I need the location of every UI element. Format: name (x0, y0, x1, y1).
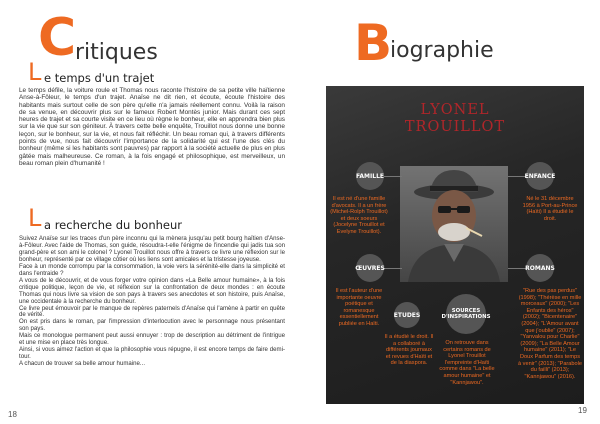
oeuvres-label-text: ŒUVRES (355, 264, 385, 272)
title-initial-b: B (354, 14, 393, 72)
section2-paragraph: Mais ce monologue permanent peut aussi ennuyer : trop de description au détriment de l'intrigue et une mise en place très longue. (19, 332, 285, 347)
sources-label (441, 294, 491, 334)
page-number-right: 19 (578, 406, 587, 415)
enfance-label-text: ENFANCE (524, 172, 556, 180)
section2-paragraph: Ce livre peut émouvoir par le manque de repères paternels d'Anaïse qui l'amène à partir en quête de vérité. (19, 304, 285, 319)
section1-heading: e temps d'un trajet (44, 71, 155, 85)
biography-poster (326, 86, 584, 404)
enfance-info (522, 196, 578, 222)
section2-paragraph: A chacun de trouver sa belle amour humaine... (19, 360, 146, 368)
section2-paragraph: Face à un monde corrompu par la consommation, la voie vers la sérénité-elle dans la simplicité et dans l'entraide ? (19, 262, 285, 277)
oeuvres-info (330, 288, 388, 328)
section1-paragraph: Le temps défile, la voiture roule et Thomas nous raconte l'histoire de sa petite ville haïtienne Anse-à-Fôleur, le temps d'un trajet. Anaïse ne dit rien, et écoute, écoute l'histoire des habitants mais surtout celle de son père qu'elle n'a jamais réellement connu. Voilà la raison de sa venue, en découvrir plus sur le fameux Robert Montès junior. Mais durant ces sept heures de trajet et sa courte visite en ce lieu où règne le bonheur, elle en apprendra bien plus sur la vie que sur son géniteur. À travers cette belle enquête, Trouillot nous donne une bonne leçon, sur le bonheur, sur la vie, et nous fait réfléchir. Un beau roman qui, à travers différents points de vue, nous fait découvrir l'importance de la solidarité qui est l'une des clés du bonheur (même si les habitants sont pauvres) par rapport à la société actuelle de plus en plus gâtée mais malheureuse. Ce roman, à la fois engagé et philosophique, est merveilleux, un beau roman plein d'humanité ! (19, 87, 285, 167)
sources-info (436, 340, 498, 386)
author-portrait-image (400, 166, 508, 282)
author-portrait (400, 166, 508, 282)
oeuvres-label (356, 254, 384, 282)
poster-name-last: TROUILLOT (404, 119, 506, 135)
critiques-title: ritiques (75, 40, 158, 65)
romans-label-text: ROMANS (525, 264, 555, 272)
famille-label-text: FAMILLE (356, 172, 385, 180)
section2-paragraph: Suivez Anaïse sur les traces d'un père inconnu qui la mènera jusqu'au petit bourg haïtien d'Anse-à-Fôleur. Avec l'aide de Thomas, son guide, résoudra-t-elle l'énigme de l'incendie qui jadis tua son grand-père et son ami le colonel ? Lyonel Trouillot nous offre à travers ce livre une réflexion sur le bonheur, représenté par ce village côtier où les liens sont amicales et la tristesse joyeuse. (19, 235, 285, 263)
enfance-label (526, 162, 554, 190)
section2-paragraph: On est pris dans le roman, par l'impression d'interlocution avec le personnage nous présentant son pays. (19, 318, 285, 333)
section2-paragraph: Ainsi, si vous aimez l'action et que la philosophie vous répugne, il est encore temps de faire demi-tour. (19, 346, 285, 361)
etudes-label-text: ETUDES (393, 311, 421, 319)
section2-body (19, 236, 285, 368)
famille-info (330, 196, 388, 236)
etudes-text: Il a étudié le droit. Il a collaboré à différents journaux et revues d'Haïti et de la diaspora. (384, 334, 434, 367)
title-initial-c: C (38, 8, 77, 68)
section2-initial: L (28, 204, 42, 232)
famille-label (356, 162, 384, 190)
page-number-left: 18 (8, 410, 17, 419)
section2-paragraph: A vous de le découvrir, et de vous forger votre opinion dans «La Belle amour humaine», à la fois critique politique, leçon de vie, et réflexion sur la confrontation de deux mondes : en écoute Thomas qui nous livre sa vision de son pays à travers ses anecdotes et son histoire, puis Anaïse, une occidentale à la recherche du bonheur. (19, 276, 285, 305)
right-page (300, 0, 600, 424)
etudes-info (384, 334, 434, 367)
romans-text: "Rue des pas perdus" (1998); "Thérèse en mille morceaux" (2000); "Les Enfants des héros" (2002); "Bicentenaire" (2004); "L'Amour avant que j'oublie" (2007); "Yanvalou pour Charlie" (2009); "La Belle Amour humaine" (2011); "Le Doux Parfum des temps à venir" (2013); "Parabole du failli" (2013); "Kannjawou" (2016). (518, 288, 582, 380)
section2-heading: a recherche du bonheur (44, 218, 183, 232)
etudes-label (394, 302, 420, 328)
section1-initial: L (28, 58, 42, 86)
sources-label-text: SOURCES D'INSPIRATIONS (441, 308, 491, 320)
biographie-title: iographie (390, 38, 494, 63)
romans-info (518, 288, 582, 380)
section1-body (19, 87, 285, 167)
oeuvres-text: Il est l'auteur d'une importante oeuvre poétique et romanesque essentiellement publiée en Haïti. (335, 288, 383, 327)
famille-text: Il est né d'une famille d'avocats. Il a un frère (Michel-Rolph Trouillot) et deux soeurs (Jocelyne Trouillot et Evelyne Trouillot). (330, 196, 388, 235)
enfance-text: Né le 31 décembre 1956 à Port-au-Prince (Haïti) Il a étudié le droit. (522, 196, 578, 222)
romans-label (526, 254, 554, 282)
poster-name-first: LYONEL (420, 102, 490, 118)
sources-text: On retrouve dans certains romans de Lyonel Trouillot l'empreinte d'Haïti comme dans "La belle amour humaine" et "Kannjawou". (439, 340, 495, 386)
